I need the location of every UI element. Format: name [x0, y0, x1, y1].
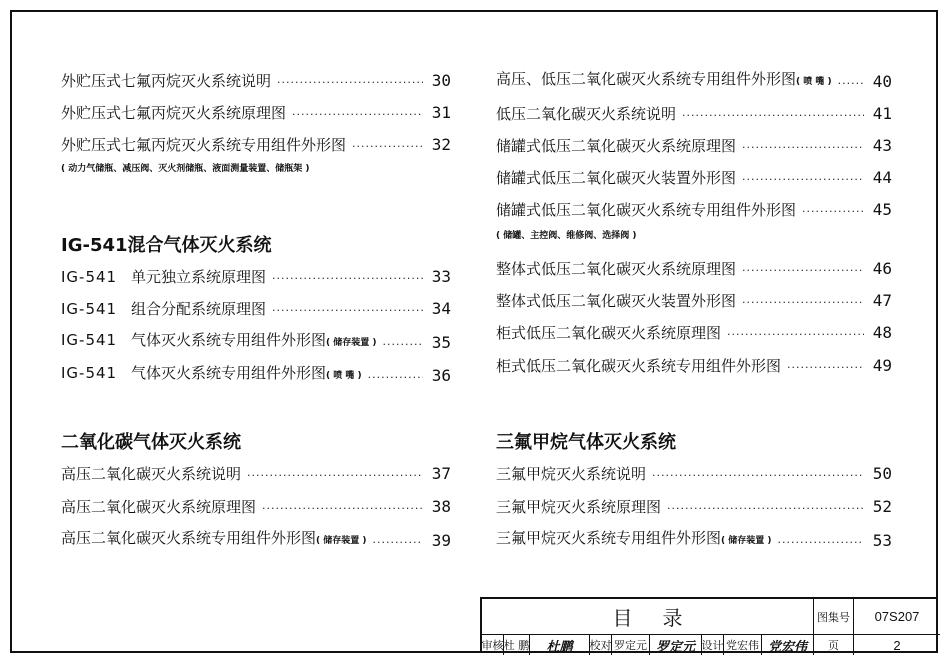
leader-dots [277, 76, 423, 90]
entry-title: 单元独立系统原理图 [131, 268, 267, 286]
checker-name: 罗定元 [612, 635, 650, 655]
entry-title: 外贮压式七氟丙烷灭火系统说明 [61, 72, 272, 90]
leader-dots [667, 502, 864, 516]
entry-title: 气体灭火系统专用组件外形图 [131, 331, 327, 349]
leader-dots [778, 536, 864, 550]
entry-title: 外贮压式七氟丙烷灭火系统专用组件外形图 [61, 136, 347, 154]
entry-subnote: ( 储存装置 ) [316, 536, 367, 546]
page-label: 页 [814, 635, 854, 655]
entry-prefix: IG-541 [61, 364, 118, 382]
toc-entry[interactable] [496, 163, 892, 187]
toc-entry[interactable] [61, 98, 451, 122]
toc-entry[interactable] [61, 130, 451, 154]
entry-subnote: ( 喷 嘴 ) [796, 77, 832, 87]
check-label: 校对 [590, 635, 612, 655]
entry-title: 高压二氧化碳灭火系统原理图 [61, 498, 257, 516]
leader-dots [262, 502, 423, 516]
toc-entry[interactable] [61, 492, 451, 516]
entry-title: 外贮压式七氟丙烷灭火系统原理图 [61, 104, 287, 122]
entry-title: 低压二氧化碳灭火系统说明 [496, 105, 677, 123]
entry-title: 柜式低压二氧化碳灭火系统专用组件外形图 [496, 357, 782, 375]
leader-dots [652, 469, 864, 483]
leader-dots [742, 141, 864, 155]
entry-subnote: ( 储存装置 ) [326, 338, 377, 348]
toc-entry[interactable] [61, 294, 451, 318]
entry-page: 50 [872, 464, 892, 483]
entry-page: 36 [431, 366, 451, 385]
entry-page: 43 [872, 136, 892, 155]
leader-dots [838, 77, 864, 91]
toc-entry[interactable] [496, 195, 892, 219]
toc-entry[interactable] [496, 492, 892, 516]
entry-title: 三氟甲烷灭火系统专用组件外形图 [496, 529, 722, 547]
entry-title: 三氟甲烷灭火系统原理图 [496, 498, 662, 516]
entry-subnote: ( 喷 嘴 ) [326, 371, 362, 381]
designer-name: 党宏伟 [724, 635, 762, 655]
entry-title: 柜式低压二氧化碳灭火系统原理图 [496, 324, 722, 342]
toc-entry[interactable] [61, 66, 451, 90]
page-number: 2 [893, 637, 901, 653]
entry-title: 气体灭火系统专用组件外形图 [131, 364, 327, 382]
toc-entry[interactable] [496, 131, 892, 155]
section-heading-trifluoromethane: 三氟甲烷气体灭火系统 [496, 432, 676, 453]
reviewer-signature: 杜鹏 [530, 635, 590, 655]
toc-entry[interactable] [496, 526, 892, 550]
entry-title: 整体式低压二氧化碳灭火装置外形图 [496, 292, 737, 310]
toc-entry[interactable] [496, 459, 892, 483]
toc-left-column [61, 0, 451, 600]
entry-page: 39 [431, 531, 451, 550]
toc-entry[interactable] [496, 99, 892, 123]
entry-page: 38 [431, 497, 451, 516]
review-label: 审核 [482, 635, 504, 655]
entry-subnote: ( 储存装置 ) [721, 536, 772, 546]
entry-page: 44 [872, 168, 892, 187]
toc-right-column [496, 0, 892, 600]
leader-dots [682, 109, 864, 123]
leader-dots [247, 469, 423, 483]
leader-dots [352, 140, 423, 154]
entry-prefix: IG-541 [61, 268, 118, 286]
toc-entry[interactable] [496, 351, 892, 375]
entry-page: 35 [431, 333, 451, 352]
entry-page: 31 [431, 103, 451, 122]
drawing-title: 目录 [482, 599, 814, 635]
entry-page: 41 [872, 104, 892, 123]
entry-page: 40 [872, 72, 892, 91]
entry-title: 高压二氧化碳灭火系统专用组件外形图 [61, 529, 317, 547]
entry-prefix: IG-541 [61, 331, 118, 349]
entry-page: 34 [431, 299, 451, 318]
entry-title: 三氟甲烷灭火系统说明 [496, 465, 647, 483]
leader-dots [373, 536, 423, 550]
leader-dots [368, 371, 423, 385]
leader-dots [383, 338, 423, 352]
toc-entry[interactable] [496, 67, 892, 91]
entry-title: 储罐式低压二氧化碳灭火系统专用组件外形图 [496, 201, 797, 219]
atlas-number-label: 图集号 [814, 599, 854, 635]
entry-title: 储罐式低压二氧化碳灭火系统原理图 [496, 137, 737, 155]
design-label: 设计 [702, 635, 724, 655]
entry-note: ( 动力气储瓶、减压阀、灭火剂储瓶、液面测量装置、储瓶架 ) [61, 164, 310, 174]
entry-page: 37 [431, 464, 451, 483]
leader-dots [272, 304, 423, 318]
leader-dots [292, 108, 423, 122]
leader-dots [802, 205, 864, 219]
entry-note: ( 储罐、主控阀、维修阀、选择阀 ) [496, 231, 637, 241]
designer-signature: 党宏伟 [762, 635, 814, 655]
checker-signature: 罗定元 [650, 635, 702, 655]
toc-entry[interactable] [496, 286, 892, 310]
entry-page: 52 [872, 497, 892, 516]
toc-entry[interactable] [61, 262, 451, 286]
entry-page: 46 [872, 259, 892, 278]
leader-dots [787, 361, 864, 375]
atlas-number: 07S207 [854, 599, 940, 635]
toc-entry[interactable] [496, 254, 892, 278]
entry-page: 32 [431, 135, 451, 154]
entry-title: 储罐式低压二氧化碳灭火装置外形图 [496, 169, 737, 187]
entry-page: 30 [431, 71, 451, 90]
entry-title: 组合分配系统原理图 [131, 300, 267, 318]
toc-entry[interactable] [61, 361, 451, 385]
entry-prefix: IG-541 [61, 300, 118, 318]
toc-entry[interactable] [61, 328, 451, 352]
entry-title: 整体式低压二氧化碳灭火系统原理图 [496, 260, 737, 278]
leader-dots [742, 296, 864, 310]
entry-title: 高压、低压二氧化碳灭火系统专用组件外形图 [496, 70, 797, 88]
leader-dots [727, 328, 864, 342]
toc-entry[interactable] [496, 318, 892, 342]
leader-dots [742, 173, 864, 187]
entry-title: 高压二氧化碳灭火系统说明 [61, 465, 242, 483]
entry-page: 49 [872, 356, 892, 375]
toc-entry[interactable] [61, 526, 451, 550]
toc-entry[interactable] [61, 459, 451, 483]
section-heading-ig541: IG-541混合气体灭火系统 [61, 235, 272, 256]
section-heading-co2: 二氧化碳气体灭火系统 [61, 432, 241, 453]
entry-page: 45 [872, 200, 892, 219]
entry-page: 47 [872, 291, 892, 310]
reviewer-name: 杜 鹏 [504, 635, 530, 655]
entry-page: 53 [872, 531, 892, 550]
title-block [480, 597, 938, 653]
entry-page: 48 [872, 323, 892, 342]
leader-dots [272, 272, 423, 286]
leader-dots [742, 264, 864, 278]
entry-page: 33 [431, 267, 451, 286]
